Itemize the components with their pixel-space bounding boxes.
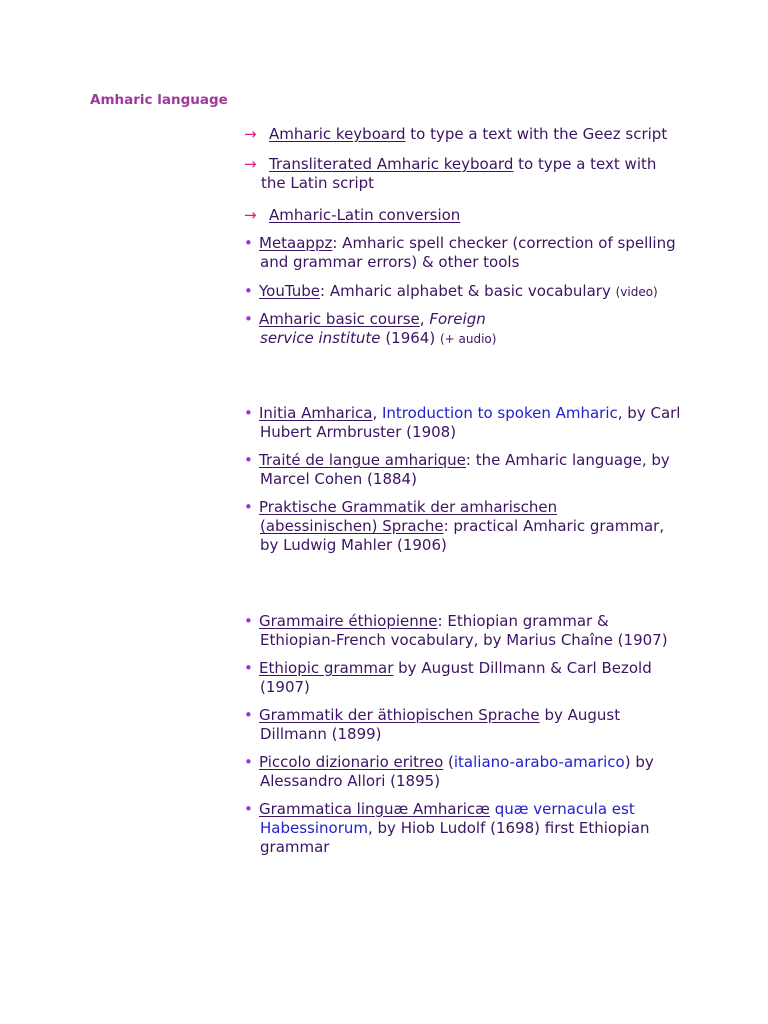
bullet-icon: • [244,498,253,516]
item-text: , by Carl Hubert Armbruster (1908) [260,404,681,441]
piccolo-dizionario-link[interactable]: Piccolo dizionario eritreo [259,753,444,771]
item-publisher: Foreign service institute [260,310,486,347]
item-separator: , [419,310,430,328]
amharic-latin-conversion-link[interactable]: Amharic-Latin conversion [269,206,461,224]
page-title: Amharic language [90,92,228,108]
item-text: by August Dillmann & Carl Bezold (1907) [260,659,652,696]
transliterated-keyboard-link[interactable]: Transliterated Amharic keyboard [269,155,514,173]
item-subtitle: Introduction to spoken Amharic [382,404,618,422]
amharic-basic-course-link[interactable]: Amharic basic course [259,310,420,328]
item-text: (1964) [380,329,440,347]
traite-langue-amharique-link[interactable]: Traité de langue amharique [259,451,466,469]
item-text: , by Hiob Ludolf (1698) first Ethiopian grammar [260,819,650,856]
bullet-icon: • [244,282,253,300]
list-item [244,659,684,697]
praktische-grammatik-link[interactable]: Praktische Grammatik der amharischen (abessinischen) Sprache [259,498,558,535]
item-text: ( [443,753,454,771]
item-text: : Amharic alphabet & basic vocabulary [320,282,616,300]
list-item [244,155,684,193]
list-item [244,498,674,555]
item-note: (+ audio) [439,332,497,346]
arrow-icon: → [244,206,257,224]
ethiopic-grammar-link[interactable]: Ethiopic grammar [259,659,394,677]
grammaire-ethiopienne-link[interactable]: Grammaire éthiopienne [259,612,438,630]
list-item [244,800,664,857]
arrow-icon: → [244,155,257,173]
item-text: : Amharic spell checker (correction of spelling and grammar errors) & other tools [260,234,676,271]
youtube-link[interactable]: YouTube [259,282,320,300]
list-item [244,310,544,349]
grammatica-linguae-link[interactable]: Grammatica linguæ Amharicæ [259,800,490,818]
amharic-keyboard-link[interactable]: Amharic keyboard [269,125,406,143]
item-separator: , [372,404,382,422]
item-text: to type a text with the Geez script [405,125,668,143]
item-note: (video) [615,285,658,299]
list-item [244,753,684,791]
item-text: : Ethiopian grammar & Ethiopian-French vocabulary, by Marius Chaîne (1907) [260,612,668,649]
list-item [244,206,684,225]
item-text: to type a text with the Latin script [261,155,657,192]
initia-amharica-link[interactable]: Initia Amharica [259,404,373,422]
bullet-icon: • [244,612,253,630]
item-subtitle: quæ vernacula est Habessinorum [260,800,635,837]
item-text: : practical Amharic grammar, by Ludwig Mahler (1906) [260,517,665,554]
grammatik-athiopischen-link[interactable]: Grammatik der äthiopischen Sprache [259,706,540,724]
list-item [244,612,684,650]
list-item [244,125,684,144]
arrow-icon: → [244,125,257,143]
item-text: ) by Alessandro Allori (1895) [260,753,654,790]
bullet-icon: • [244,310,253,328]
bullet-icon: • [244,800,253,818]
bullet-icon: • [244,753,253,771]
item-subtitle: italiano-arabo-amarico [453,753,625,771]
bullet-icon: • [244,404,253,422]
list-item [244,404,684,442]
metaappz-link[interactable]: Metaappz [259,234,333,252]
bullet-icon: • [244,451,253,469]
list-item [244,234,684,272]
bullet-icon: • [244,706,253,724]
bullet-icon: • [244,234,253,252]
bullet-icon: • [244,659,253,677]
list-item [244,706,684,744]
item-text: : the Amharic language, by Marcel Cohen (1884) [260,451,670,488]
list-item [244,282,684,302]
item-text: by August Dillmann (1899) [260,706,621,743]
list-item [244,451,684,489]
